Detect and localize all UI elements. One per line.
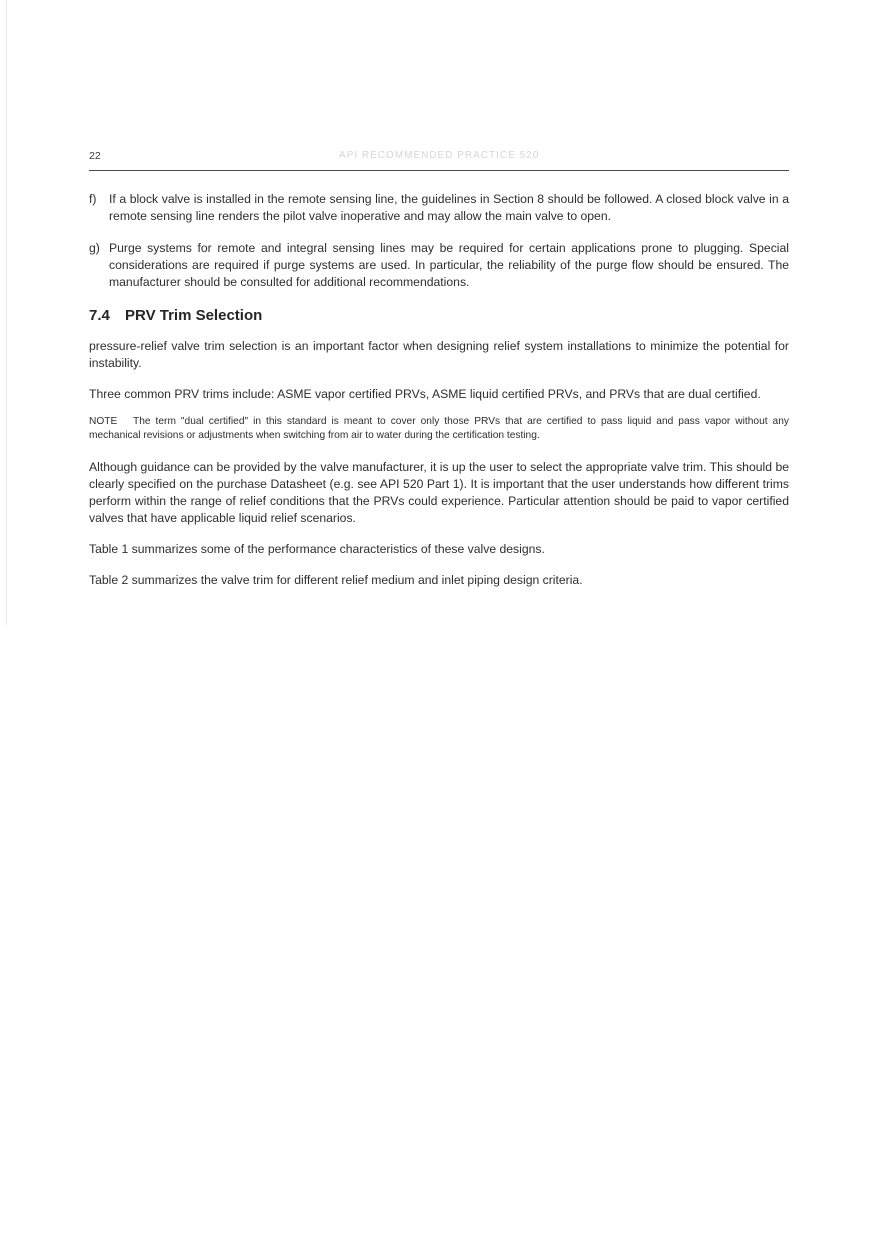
note-label: NOTE	[89, 416, 118, 427]
scan-edge-shadow	[6, 0, 7, 625]
paragraph-trim-importance: pressure-relief valve trim selection is an important factor when designing relief system installations to minimize the potential for instability.	[89, 339, 789, 370]
list-item-text: If a block valve is installed in the remote sensing line, the guidelines in Section 8 should be followed. A closed block valve in a remote sensing line renders the pilot valve inoperative and may allow the main valve to open.	[109, 192, 789, 223]
note-text: The term "dual certified" in this standard is meant to cover only those PRVs that are certified to pass liquid and pass vapor without any mechanical revisions or adjustments when switching from air to water during the certification testing.	[89, 416, 789, 441]
section-heading	[89, 306, 789, 326]
header-divider	[89, 170, 789, 171]
paragraph-common-trims: Three common PRV trims include: ASME vapor certified PRVs, ASME liquid certified PRVs, and PRVs that are dual certified.	[89, 387, 761, 401]
page-number: 22	[89, 150, 101, 162]
note-dual-certified	[89, 415, 789, 443]
page-header	[89, 150, 789, 170]
paragraph-table-1-ref: Table 1 summarizes some of the performance characteristics of these valve designs.	[89, 542, 545, 556]
list-item-text: Purge systems for remote and integral sensing lines may be required for certain applications prone to plugging. Special considerations are required if purge systems are used. In particular, the reliability of the purge flow should be ensured. The manufacturer should be consulted for additional recommendations.	[109, 241, 789, 289]
list-marker: f)	[89, 192, 97, 206]
paragraph-table-2-ref: Table 2 summarizes the valve trim for different relief medium and inlet piping design criteria.	[89, 573, 583, 587]
running-title: API RECOMMENDED PRACTICE 520	[339, 150, 540, 161]
list-marker: g)	[89, 241, 100, 255]
section-title: PRV Trim Selection	[125, 307, 263, 324]
list-item-f	[89, 191, 789, 225]
page-content	[89, 191, 789, 603]
paragraph-guidance: Although guidance can be provided by the valve manufacturer, it is up the user to select the appropriate valve trim. This should be clearly specified on the purchase Datasheet (e.g. see API 520 Part 1). It is important that the user understands how different trims perform within the range of relief conditions that the PRVs could experience. Particular attention should be paid to vapor certified valves that have applicable liquid relief scenarios.	[89, 460, 789, 525]
list-item-g	[89, 240, 789, 291]
section-number: 7.4	[89, 307, 110, 324]
